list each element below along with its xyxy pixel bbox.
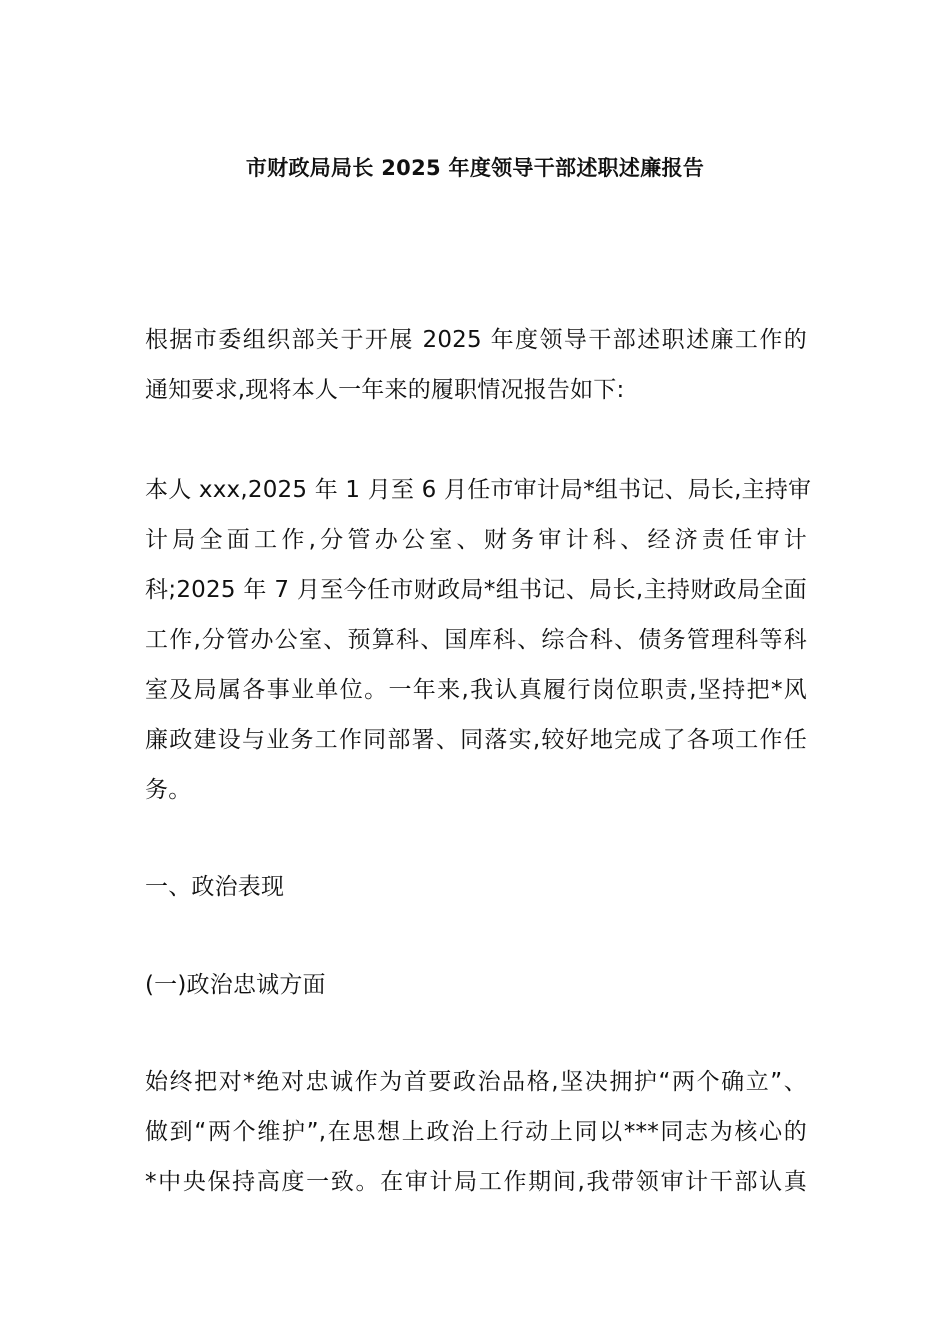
- profile-line-7: 务。: [145, 777, 192, 803]
- profile-paragraph: [145, 465, 812, 815]
- profile-line-5: 室及局属各事业单位。一年来,我认真履行岗位职责,坚持把*风: [145, 677, 807, 703]
- loyalty-line-2: 做到“两个维护”,在思想上政治上行动上同以***同志为核心的: [145, 1119, 807, 1145]
- profile-line-2: 计局全面工作,分管办公室、财务审计科、经济责任审计: [145, 527, 807, 553]
- profile-line-6: 廉政建设与业务工作同部署、同落实,较好地完成了各项工作任: [145, 727, 807, 753]
- loyalty-line-1: 始终把对*绝对忠诚作为首要政治品格,坚决拥护“两个确立”、: [145, 1069, 807, 1095]
- profile-line-3: 科;2025 年 7 月至今任市财政局*组书记、局长,主持财政局全面: [145, 577, 807, 603]
- subsection-heading: [145, 960, 807, 1010]
- subsection-heading-text: (一)政治忠诚方面: [145, 972, 326, 998]
- document-title: 市财政局局长 2025 年度领导干部述职述廉报告: [245, 156, 705, 180]
- loyalty-paragraph: [145, 1057, 807, 1207]
- loyalty-line-3: *中央保持高度一致。在审计局工作期间,我带领审计干部认真: [145, 1169, 807, 1195]
- profile-line-1: 本人 xxx,2025 年 1 月至 6 月任市审计局*组书记、局长,主持审: [145, 477, 812, 503]
- section-heading: [145, 862, 807, 912]
- intro-line-2: 通知要求,现将本人一年来的履职情况报告如下:: [145, 377, 625, 403]
- intro-paragraph: [145, 315, 807, 415]
- section-heading-text: 一、政治表现: [145, 874, 285, 900]
- profile-line-4: 工作,分管办公室、预算科、国库科、综合科、债务管理科等科: [145, 627, 807, 653]
- intro-line-1: 根据市委组织部关于开展 2025 年度领导干部述职述廉工作的: [145, 327, 807, 353]
